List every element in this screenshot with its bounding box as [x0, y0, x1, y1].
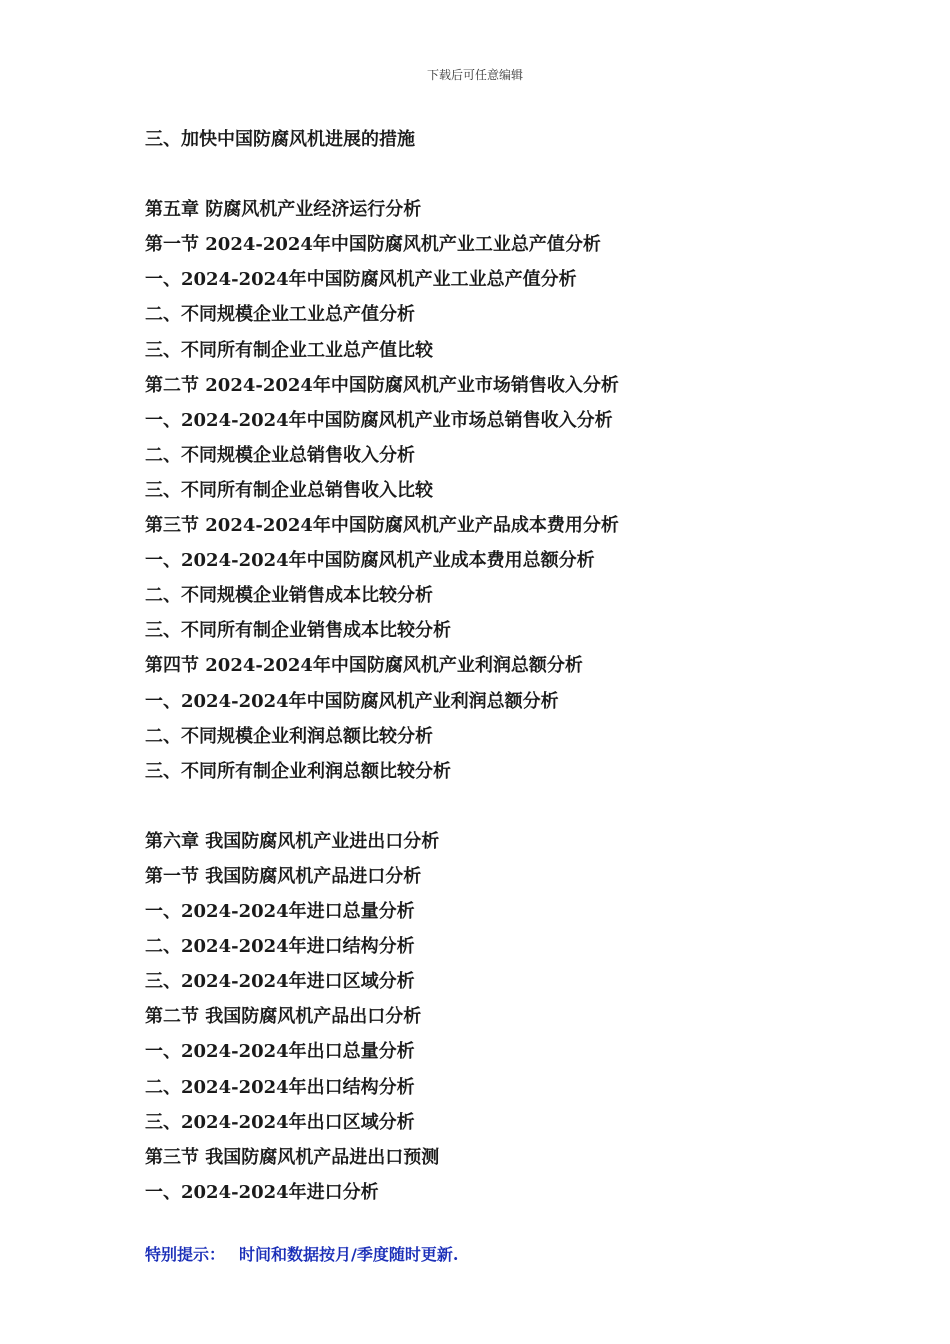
toc-section-heading: 第三节 2024-2024年中国防腐风机产业产品成本费用分析	[145, 515, 619, 537]
toc-entry: 一、2024-2024年中国防腐风机产业利润总额分析	[145, 690, 559, 712]
toc-entry: 三、加快中国防腐风机进展的措施	[145, 129, 415, 150]
toc-chapter-heading: 第五章 防腐风机产业经济运行分析	[145, 199, 422, 221]
toc-spacer	[145, 157, 845, 192]
toc-section-heading: 第二节 2024-2024年中国防腐风机产业市场销售收入分析	[145, 374, 619, 396]
notice-label: 特别提示：	[145, 1245, 226, 1264]
toc-entry: 三、2024-2024年出口区域分析	[145, 1111, 415, 1133]
toc-spacer	[145, 789, 845, 824]
toc-entry: 一、2024-2024年中国防腐风机产业市场总销售收入分析	[145, 409, 613, 431]
toc-entry: 三、不同所有制企业总销售收入比较	[145, 479, 433, 501]
table-of-contents	[145, 122, 845, 1210]
toc-section-heading: 第四节 2024-2024年中国防腐风机产业利润总额分析	[145, 655, 583, 677]
update-notice	[145, 1242, 458, 1265]
toc-block-b	[145, 192, 845, 789]
toc-entry: 三、不同所有制企业工业总产值比较	[145, 339, 433, 361]
toc-block-a	[145, 122, 845, 157]
toc-chapter-heading: 第六章 我国防腐风机产业进出口分析	[145, 830, 440, 852]
toc-entry: 二、不同规模企业工业总产值分析	[145, 304, 415, 326]
toc-entry: 二、2024-2024年进口结构分析	[145, 936, 415, 958]
toc-section-heading: 第二节 我国防腐风机产品出口分析	[145, 1006, 422, 1028]
toc-entry: 三、不同所有制企业利润总额比较分析	[145, 760, 451, 782]
toc-entry: 一、2024-2024年中国防腐风机产业成本费用总额分析	[145, 550, 595, 572]
toc-entry: 一、2024-2024年进口分析	[145, 1181, 379, 1203]
toc-entry: 二、不同规模企业销售成本比较分析	[145, 585, 433, 607]
toc-entry: 一、2024-2024年中国防腐风机产业工业总产值分析	[145, 269, 577, 291]
toc-entry: 二、不同规模企业总销售收入分析	[145, 444, 415, 466]
toc-section-heading: 第一节 2024-2024年中国防腐风机产业工业总产值分析	[145, 234, 601, 256]
toc-entry: 二、不同规模企业利润总额比较分析	[145, 725, 433, 747]
toc-entry: 二、2024-2024年出口结构分析	[145, 1076, 415, 1098]
header-note: 下载后可任意编辑	[426, 68, 523, 82]
toc-entry: 三、不同所有制企业销售成本比较分析	[145, 620, 451, 642]
toc-section-heading: 第三节 我国防腐风机产品进出口预测	[145, 1146, 440, 1168]
notice-text: 时间和数据按月/季度随时更新.	[239, 1245, 459, 1264]
toc-entry: 一、2024-2024年出口总量分析	[145, 1041, 415, 1063]
toc-entry: 一、2024-2024年进口总量分析	[145, 901, 415, 923]
toc-entry: 三、2024-2024年进口区域分析	[145, 971, 415, 993]
toc-block-c	[145, 824, 845, 1210]
toc-section-heading: 第一节 我国防腐风机产品进口分析	[145, 865, 422, 887]
